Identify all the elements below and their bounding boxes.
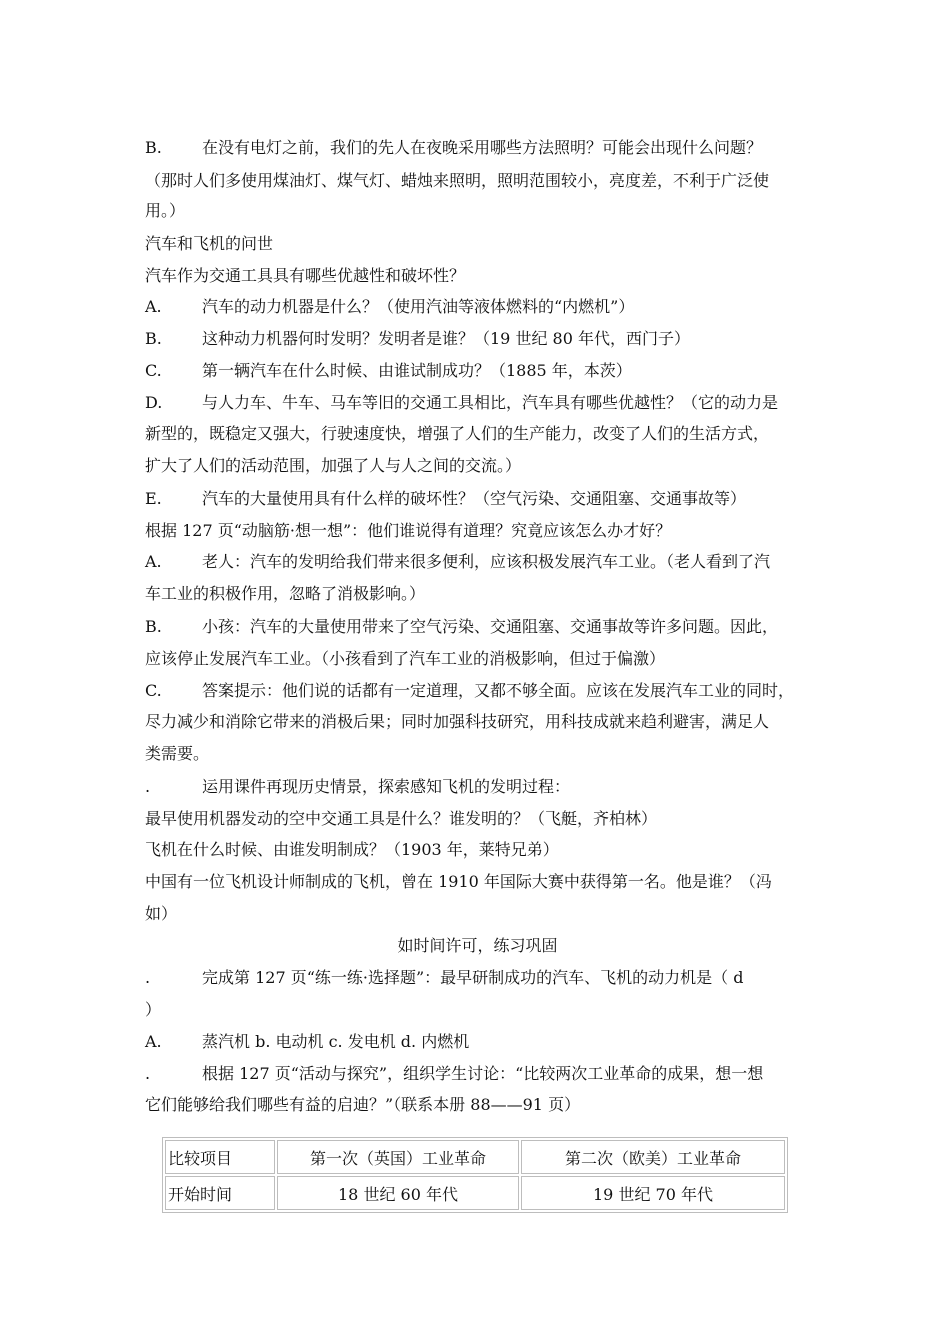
text-line bbox=[145, 712, 810, 732]
line-text: （那时人们多使用煤油灯、煤气灯、蜡烛来照明，照明范围较小，亮度差，不利于广泛使 bbox=[145, 171, 770, 190]
text-line bbox=[145, 489, 810, 509]
line-label: C. bbox=[145, 681, 162, 700]
text-line bbox=[145, 171, 810, 191]
line-text: 根据 127 页“动脑筋·想一想”：他们谁说得有道理？究竟应该怎么办才好？ bbox=[145, 521, 672, 540]
text-line bbox=[145, 138, 810, 158]
text-line bbox=[145, 1095, 810, 1115]
text-line bbox=[145, 234, 810, 254]
text-line bbox=[145, 872, 810, 892]
line-text: 应该停止发展汽车工业。（小孩看到了汽车工业的消极影响，但过于偏激） bbox=[145, 649, 666, 668]
text-line bbox=[145, 777, 810, 797]
line-text: 答案提示：他们说的话都有一定道理，又都不够全面。应该在发展汽车工业的同时， bbox=[202, 681, 795, 700]
text-line bbox=[145, 744, 810, 764]
line-text: ） bbox=[145, 1000, 162, 1019]
line-label: . bbox=[145, 777, 151, 796]
line-text: 用。） bbox=[145, 201, 186, 220]
line-text: 完成第 127 页“练一练·选择题”：最早研制成功的汽车、飞机的动力机是（ d bbox=[202, 968, 744, 987]
line-text: 小孩：汽车的大量使用带来了空气污染、交通阻塞、交通事故等许多问题。因此， bbox=[202, 617, 779, 636]
text-line bbox=[145, 968, 810, 988]
line-text: 扩大了人们的活动范围，加强了人与人之间的交流。） bbox=[145, 456, 522, 475]
table-header-cell: 第二次（欧美）工业革命 bbox=[521, 1140, 785, 1174]
line-text: 汽车的大量使用具有什么样的破坏性？（空气污染、交通阻塞、交通事故等） bbox=[202, 489, 747, 508]
text-line bbox=[145, 1064, 810, 1084]
line-text: 运用课件再现历史情景，探索感知飞机的发明过程： bbox=[202, 777, 571, 796]
table-cell: 19 世纪 70 年代 bbox=[521, 1176, 785, 1210]
text-line bbox=[145, 329, 810, 349]
line-text: 与人力车、牛车、马车等旧的交通工具相比，汽车具有哪些优越性？（它的动力是 bbox=[202, 393, 779, 412]
text-line bbox=[145, 1000, 810, 1020]
line-text: 它们能够给我们哪些有益的启迪？”（联系本册 88——91 页） bbox=[145, 1095, 581, 1114]
text-line bbox=[145, 361, 810, 381]
line-label: A. bbox=[145, 297, 162, 316]
line-text: 这种动力机器何时发明？发明者是谁？（19 世纪 80 年代，西门子） bbox=[202, 329, 690, 348]
table-cell: 18 世纪 60 年代 bbox=[277, 1176, 519, 1210]
line-text: 汽车作为交通工具具有哪些优越性和破坏性？ bbox=[145, 266, 466, 285]
text-line bbox=[145, 904, 810, 924]
line-label: D. bbox=[145, 393, 163, 412]
line-text: 飞机在什么时候、由谁发明制成？（1903 年，莱特兄弟） bbox=[145, 840, 559, 859]
text-line bbox=[145, 521, 810, 541]
line-label: C. bbox=[145, 361, 162, 380]
text-line bbox=[145, 840, 810, 860]
text-line bbox=[145, 936, 810, 956]
table-cell: 开始时间 bbox=[165, 1176, 275, 1210]
line-label: B. bbox=[145, 329, 162, 348]
text-line bbox=[145, 201, 810, 221]
line-label: B. bbox=[145, 138, 162, 157]
text-line bbox=[145, 617, 810, 637]
line-text: 汽车的动力机器是什么？（使用汽油等液体燃料的“内燃机”） bbox=[202, 297, 635, 316]
table-header-cell: 比较项目 bbox=[165, 1140, 275, 1174]
line-label: A. bbox=[145, 1032, 162, 1051]
text-line bbox=[145, 681, 810, 701]
line-text: 如时间许可，练习巩固 bbox=[397, 936, 558, 955]
text-line bbox=[145, 649, 810, 669]
text-line bbox=[145, 1032, 810, 1052]
text-line bbox=[145, 424, 810, 444]
text-line bbox=[145, 456, 810, 476]
line-text: 中国有一位飞机设计师制成的飞机，曾在 1910 年国际大赛中获得第一名。他是谁？（冯 bbox=[145, 872, 772, 891]
line-label: A. bbox=[145, 552, 162, 571]
text-line bbox=[145, 266, 810, 286]
line-label: B. bbox=[145, 617, 162, 636]
text-line bbox=[145, 584, 810, 604]
line-text: 类需要。 bbox=[145, 744, 210, 763]
text-line bbox=[145, 393, 810, 413]
line-text: 根据 127 页“活动与探究”，组织学生讨论：“比较两次工业革命的成果，想一想 bbox=[202, 1064, 764, 1083]
line-text: 蒸汽机 b. 电动机 c. 发电机 d. 内燃机 bbox=[202, 1032, 470, 1051]
table-header-cell: 第一次（英国）工业革命 bbox=[277, 1140, 519, 1174]
line-text: 尽力减少和消除它带来的消极后果；同时加强科技研究，用科技成就来趋利避害，满足人 bbox=[145, 712, 770, 731]
line-text: 老人：汽车的发明给我们带来很多便利，应该积极发展汽车工业。（老人看到了汽 bbox=[202, 552, 771, 571]
line-text: 最早使用机器发动的空中交通工具是什么？谁发明的？（飞艇，齐柏林） bbox=[145, 809, 658, 828]
text-line bbox=[145, 809, 810, 829]
line-text: 汽车和飞机的问世 bbox=[145, 234, 274, 253]
line-text: 如） bbox=[145, 904, 178, 923]
text-line bbox=[145, 297, 810, 317]
table-header-row bbox=[165, 1140, 785, 1174]
line-label: E. bbox=[145, 489, 162, 508]
comparison-table bbox=[162, 1137, 788, 1213]
text-line bbox=[145, 552, 810, 572]
line-text: 车工业的积极作用，忽略了消极影响。） bbox=[145, 584, 426, 603]
line-text: 在没有电灯之前，我们的先人在夜晚采用哪些方法照明？可能会出现什么问题？ bbox=[202, 138, 763, 157]
line-text: 第一辆汽车在什么时候、由谁试制成功？（1885 年，本茨） bbox=[202, 361, 632, 380]
line-label: . bbox=[145, 968, 151, 987]
line-text: 新型的，既稳定又强大，行驶速度快，增强了人们的生产能力，改变了人们的生活方式， bbox=[145, 424, 770, 443]
table-row bbox=[165, 1176, 785, 1210]
line-label: . bbox=[145, 1064, 151, 1083]
